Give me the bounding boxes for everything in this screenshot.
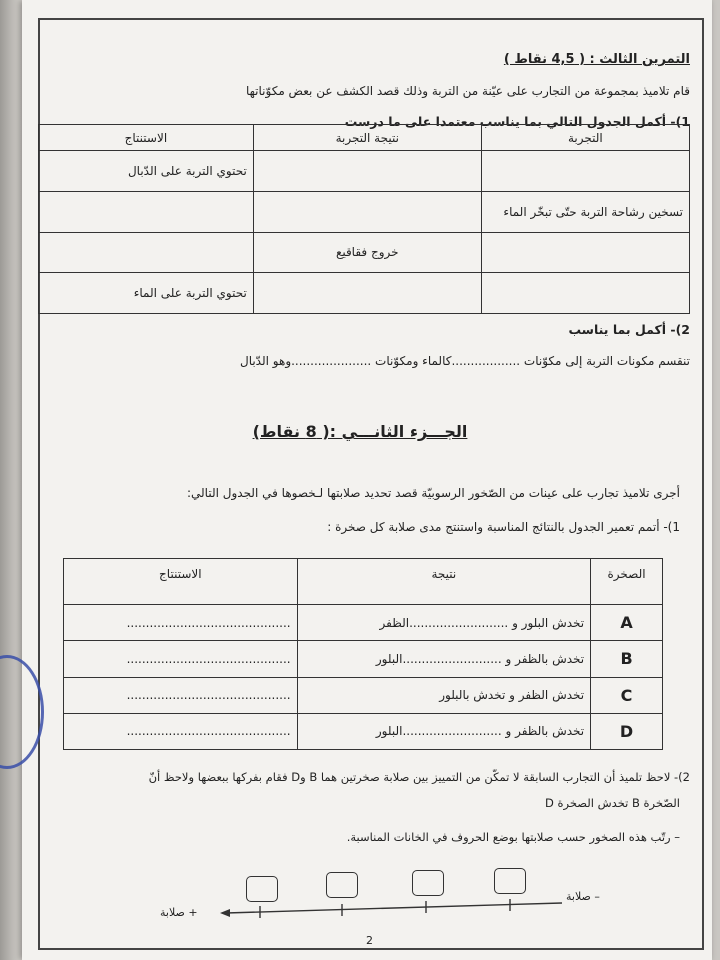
table-cell: تسخين رشاحة التربة حتّى تبخّر الماء bbox=[481, 191, 689, 232]
scale-minus-label: – صلابة bbox=[566, 890, 600, 903]
exercise-3-fill-sentence: تنقسم مكونات التربة إلى مكوّنات ..................كالماء ومكوّنات .....................وهو الدّبال bbox=[239, 354, 690, 368]
table-cell: تحتوي التربة على الماء bbox=[39, 273, 254, 314]
part-2-question-2-line-3: – رتّب هذه الصخور حسب صلابتها بوضع الحروف في الخانات المناسبة. bbox=[346, 830, 680, 844]
rock-label: D bbox=[591, 713, 663, 749]
rock-label: B bbox=[591, 641, 663, 677]
rock-label: A bbox=[591, 605, 663, 641]
table-cell bbox=[481, 151, 689, 192]
answer-box-2[interactable] bbox=[326, 872, 358, 898]
header-experiment: التجربة bbox=[481, 125, 689, 151]
header-conclusion: الاستنتاج bbox=[39, 125, 254, 151]
table-cell: ........................................... bbox=[64, 641, 298, 677]
table-cell bbox=[253, 191, 481, 232]
exercise-3-title: التمرين الثالث : ( 4,5 نقاط ) bbox=[503, 52, 690, 67]
part-2-title: الجـــزء الثانـــي :( 8 نقاط) bbox=[252, 422, 468, 441]
table-cell: تخدش الظفر و تخدش بالبلور bbox=[297, 677, 591, 713]
book-binding bbox=[0, 0, 22, 960]
part-2-intro: أجرى تلاميذ تجارب على عينات من الصّخور الرسوبيّة قصد تحديد صلابتها لـخصوها في الجدول التالي: bbox=[186, 486, 680, 500]
table-cell bbox=[39, 232, 254, 273]
table-cell: ........................................... bbox=[64, 605, 298, 641]
part-2-question-2-line-2: الصّخرة B تخدش الصخرة D bbox=[544, 796, 680, 810]
soil-experiments-table bbox=[38, 124, 690, 314]
table-cell: تحتوي التربة على الدّبال bbox=[39, 151, 254, 192]
table-cell: خروج فقاقيع bbox=[253, 232, 481, 273]
table-cell: ........................................... bbox=[64, 713, 298, 749]
rock-hardness-table bbox=[63, 558, 663, 750]
answer-box-3[interactable] bbox=[412, 870, 444, 896]
answer-box-4[interactable] bbox=[494, 868, 526, 894]
header-result: نتيجة bbox=[297, 559, 591, 605]
part-2-question-2-line-1: 2)- لاحظ تلميذ أن التجارب السابقة لا تمكّن من التمييز بين صلابة صخرتين هما B وD فقام بفركها ببعضها ولاحظ أنّ bbox=[148, 770, 690, 784]
table-cell: ........................................... bbox=[64, 677, 298, 713]
header-rock: الصخرة bbox=[591, 559, 663, 605]
part-2-question-1: 1)- أتمم تعمير الجدول بالنتائج المناسبة واستنتج مدى صلابة كل صخرة : bbox=[327, 520, 680, 534]
rock-label: C bbox=[591, 677, 663, 713]
table-cell bbox=[39, 191, 254, 232]
table-cell bbox=[481, 232, 689, 273]
exercise-3-question-2: 2)- أكمل بما يناسب bbox=[568, 322, 690, 337]
table-cell bbox=[481, 273, 689, 314]
exercise-3-intro: قام تلاميذ بمجموعة من التجارب على عيّنة من التربة وذلك قصد الكشف عن بعض مكوّناتها bbox=[245, 84, 690, 98]
header-result: نتيجة التجربة bbox=[253, 125, 481, 151]
table-cell: تخدش بالظفر و ..........................البلور bbox=[297, 641, 591, 677]
table-cell bbox=[253, 273, 481, 314]
table-cell: تخدش البلور و ..........................الظفر bbox=[297, 605, 591, 641]
scale-plus-label: + صلابة bbox=[160, 906, 198, 919]
header-conclusion: الاستنتاج bbox=[64, 559, 298, 605]
hardness-scale-arrow bbox=[218, 898, 564, 922]
table-cell bbox=[253, 151, 481, 192]
page-number: 2 bbox=[366, 934, 373, 947]
exercise-3-question-1: 1)- أكمل الجدول التالي بما يناسب معتمدا على ما درست bbox=[344, 114, 690, 129]
table-cell: تخدش بالظفر و ..........................البلور bbox=[297, 713, 591, 749]
